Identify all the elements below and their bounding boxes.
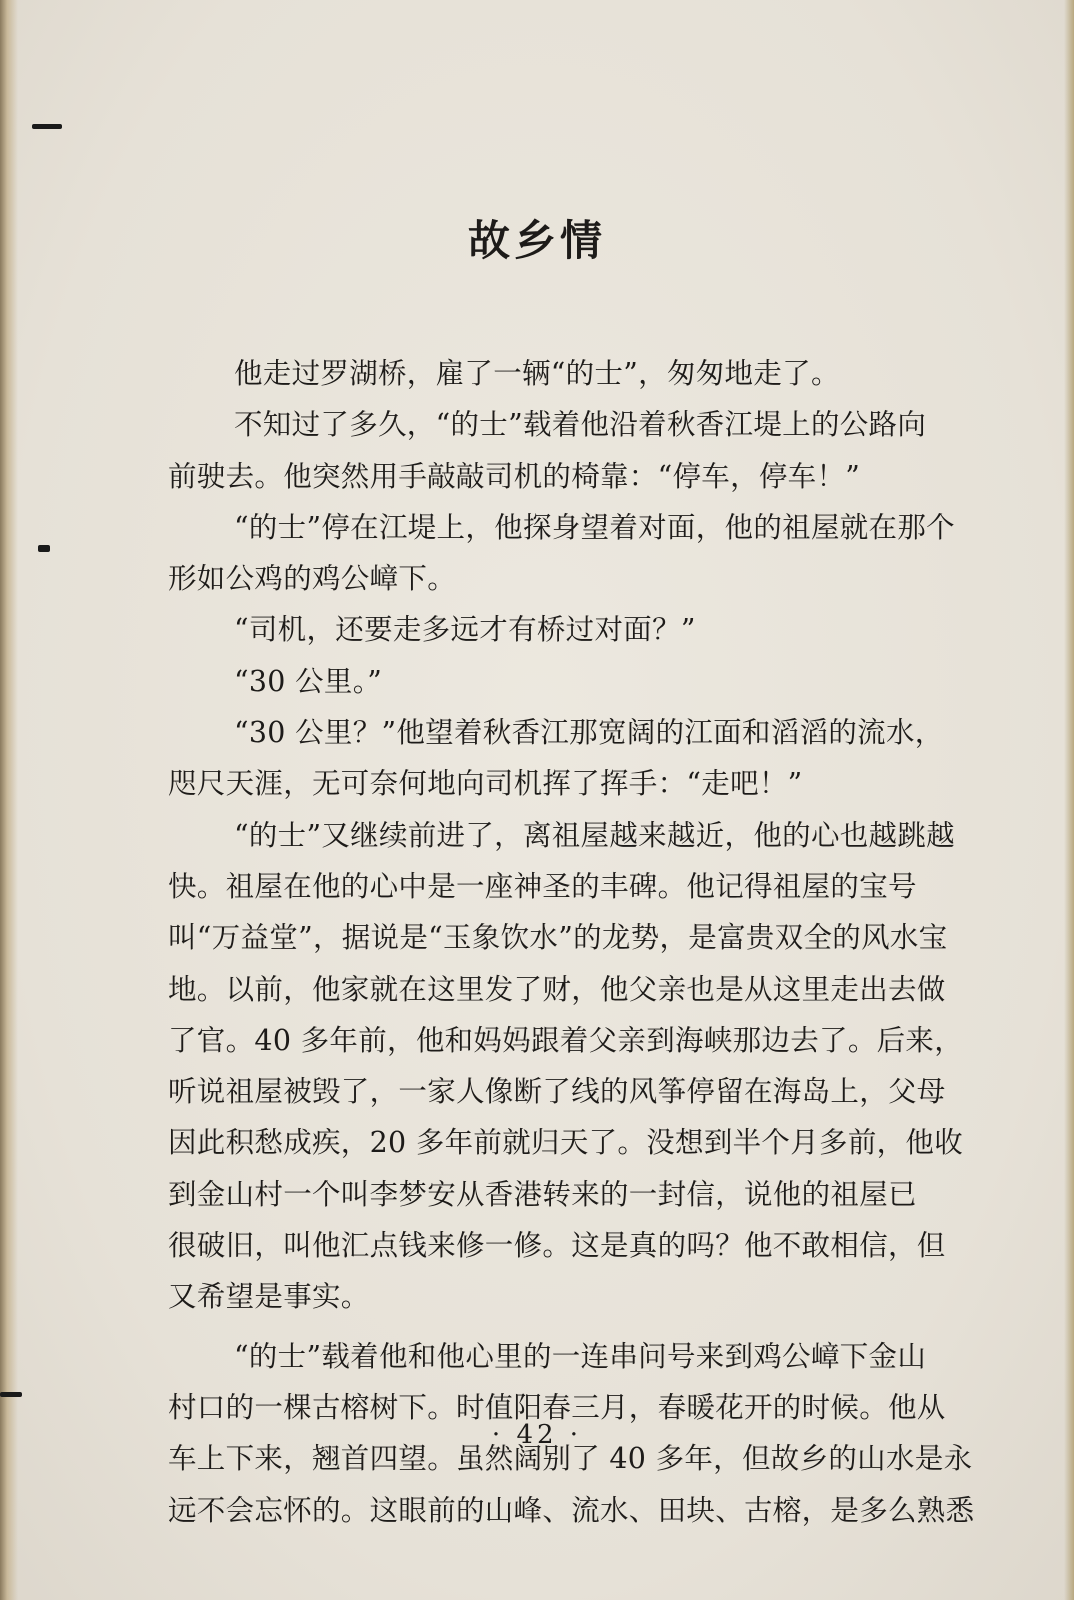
page-title: 故乡情 [467,216,606,265]
page-number: · 42 · [491,1420,583,1450]
text-line: “30 公里。” [234,664,383,698]
text-line: 听说祖屋被毁了，一家人像断了线的风筝停留在海岛上，父母 [168,1075,946,1109]
text-line: “30 公里？”他望着秋香江那宽阔的江面和滔滔的流水， [234,716,944,750]
text-line: 咫尺天涯，无可奈何地向司机挥了挥手：“走吧！” [168,767,803,801]
text-line: 不知过了多久，“的士”载着他沿着秋香江堤上的公路向 [234,408,927,442]
ink-mark [38,545,50,552]
text-line: 远不会忘怀的。这眼前的山峰、流水、田块、古榕，是多么熟悉 [168,1493,975,1527]
text-line: 快。祖屋在他的心中是一座神圣的丰碑。他记得祖屋的宝号 [168,869,917,903]
article-body [168,348,1008,1536]
text-line: 前驶去。他突然用手敲敲司机的椅靠：“停车，停车！” [168,459,861,493]
text-line: 地。以前，他家就在这里发了财，他父亲也是从这里走出去做 [168,972,946,1006]
ink-mark [32,124,62,129]
text-line: 他走过罗湖桥，雇了一辆“的士”，匆匆地走了。 [234,357,840,390]
text-line: 形如公鸡的鸡公嶂下。 [168,562,457,596]
text-line: 村口的一棵古榕树下。时值阳春三月，春暖花开的时候。他从 [168,1390,946,1424]
text-line: 到金山村一个叫李梦安从香港转来的一封信，说他的祖屋已 [168,1177,917,1211]
text-line: 了官。40 多年前，他和妈妈跟着父亲到海峡那边去了。后来， [168,1023,964,1057]
text-line: “的士”载着他和他心里的一连串问号来到鸡公嶂下金山 [234,1339,927,1373]
ink-mark [0,1392,22,1397]
text-line: 很破旧，叫他汇点钱来修一修。这是真的吗？他不敢相信，但 [168,1229,946,1263]
text-line: 叫“万益堂”，据说是“玉象饮水”的龙势，是富贵双全的风水宝 [168,921,948,955]
text-line: 又希望是事实。 [168,1280,370,1314]
text-line: 因此积愁成疾，20 多年前就归天了。没想到半个月多前，他收 [168,1126,964,1160]
text-line: 车上下来，翘首四望。虽然阔别了 40 多年，但故乡的山水是永 [168,1442,973,1476]
text-line: “司机，还要走多远才有桥过对面？” [234,613,696,647]
text-line: “的士”又继续前进了，离祖屋越来越近，他的心也越跳越 [234,818,955,852]
text-line: “的士”停在江堤上，他探身望着对面，他的祖屋就在那个 [234,510,955,544]
